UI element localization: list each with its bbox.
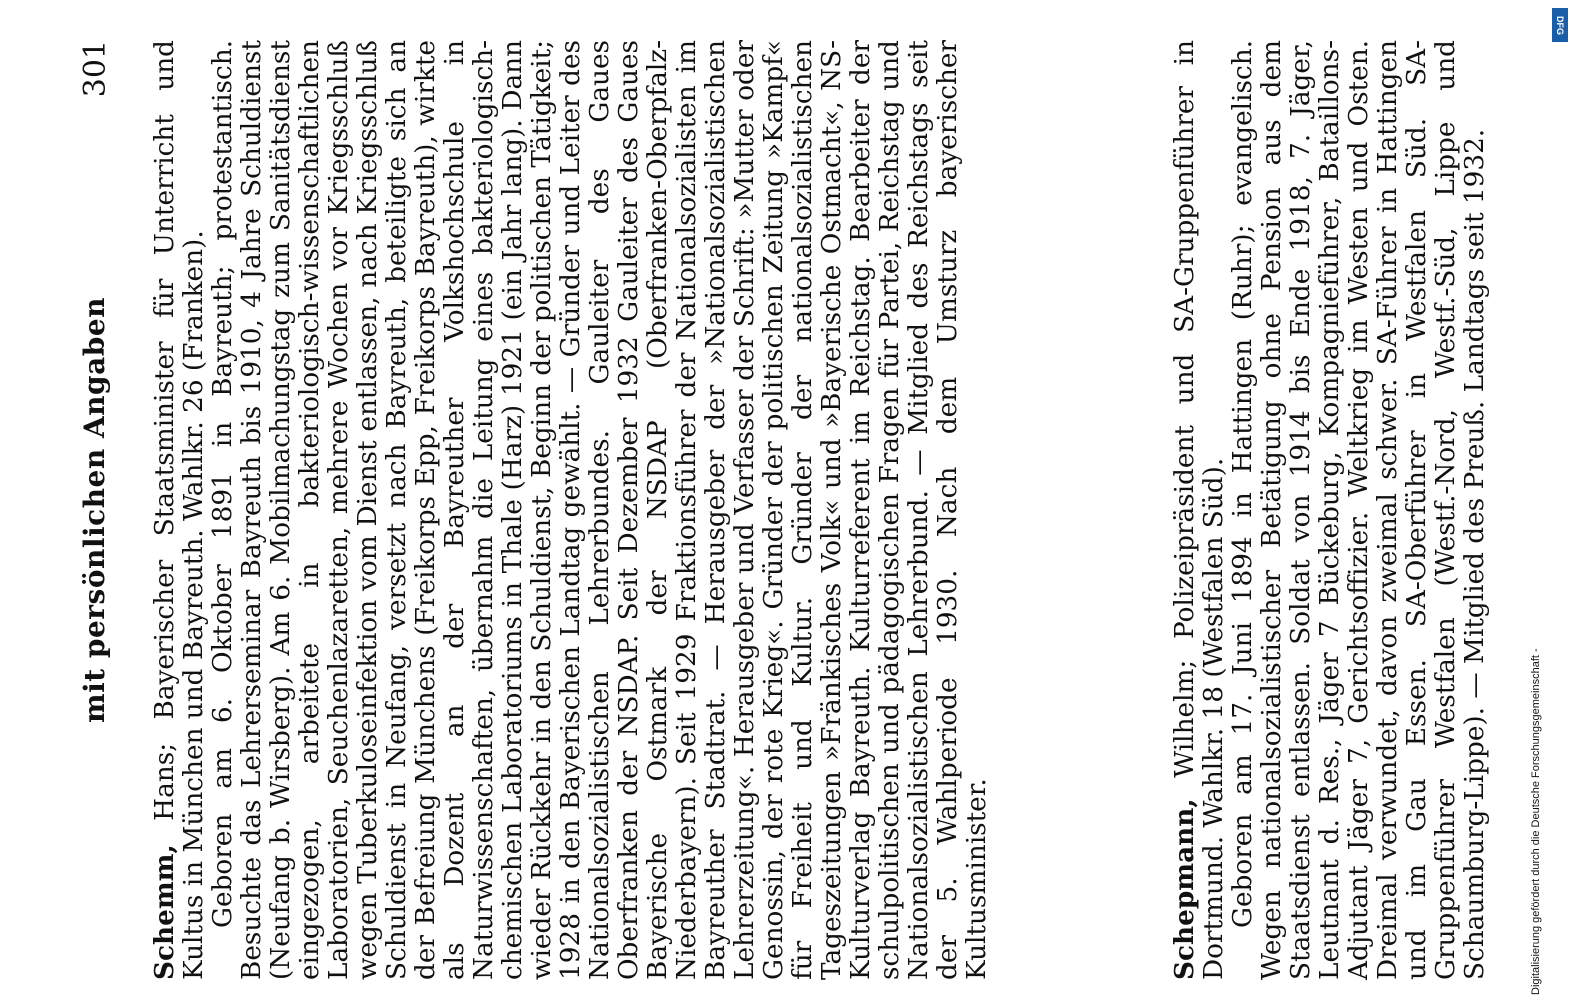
page-header	[60, 40, 120, 980]
running-head: mit persönlichen Angaben	[78, 296, 111, 724]
digitization-credit	[1530, 0, 1570, 1000]
dfg-logo: DFG	[1552, 8, 1568, 42]
person-name: Schepmann,	[1169, 798, 1200, 980]
biography-entry-schepmann	[1170, 40, 1490, 980]
person-name: Schemm,	[149, 844, 180, 980]
entry-intro: Wilhelm; Polizeipräsident und SA-Gruppenführer in Dortmund. Wahlkr. 18 (Westfalen Süd).	[1170, 40, 1229, 980]
rotated-page	[60, 40, 1530, 980]
funding-note: Digitalisierung gefördert durch die Deutsche Forschungsgemeinschaft -	[1530, 648, 1542, 995]
entry-body: Geboren am 6. Oktober 1891 in Bayreuth; protestantisch. Besuchte das Lehrerseminar Bayreuth bis 1910, 4 Jahre Schuldienst (Neufang b. Wirsberg). Am 6. Mobilmachungstag zum Sanitätsdienst eingezogen, arbeitete in bakteriologisch-wissenschaftlichen Laboratorien, Seuchenlazaretten, mehrere Wochen vor Kriegsschluß wegen Tuberkuloseinfektion vom Dienst entlassen, nach Kriegsschluß Schuldienst in Neufang, versetzt nach Bayreuth, beteiligte sich an der Befreiung Münchens (Freikorps Epp, Freikorps Bayreuth), wirkte als Dozent an der Bayreuther Volkshochschule in Naturwissenschaften, übernahm die Leitung eines bakteriologisch-chemischen Laboratoriums in Thale (Harz) 1921 (ein Jahr lang). Dann wieder Rückkehr in den Schuldienst, Beginn der politischen Tätigkeit; 1928 in den Bayerischen Landtag gewählt. — Gründer und Leiter des Nationalsozialistischen Lehrerbundes. Gauleiter des Gaues Oberfranken der NSDAP. Seit Dezember 1932 Gauleiter des Gaues Bayerische Ostmark der NSDAP (Oberfranken-Oberpfalz-Niederbayern). Seit 1929 Fraktionsführer der Nationalsozialisten im Bayreuther Stadtrat. — Herausgeber der »Nationalsozialistischen Lehrerzeitung«. Herausgeber und Verfasser der Schrift: »Mutter oder Genossin, der rote Krieg«. Gründer der politischen Zeitung »Kampf« für Freiheit und Kultur. Gründer der nationalsozialistischen Tageszeitungen »Fränkisches Volk« und »Bayerische Ostmacht«, NS-Kulturverlag Bayreuth. Kulturreferent im Reichstag. Bearbeiter der schulpolitischen und pädagogischen Fragen für Partei, Reichstag und Nationalsozialistischen Lehrerbund. — Mitglied des Reichstags seit der 5. Wahlperiode 1930. Nach dem Umsturz bayerischer Kultusminister.	[208, 40, 992, 980]
entry-heading	[1170, 40, 1229, 980]
entry-heading	[150, 40, 209, 980]
entry-body: Geboren am 17. Juni 1894 in Hattingen (Ruhr); evangelisch. Wegen nationalsozialistischer Betätigung ohne Pension aus dem Staatsdienst entlassen. Soldat von 1914 bis Ende 1918, 7. Jäger, Leutnant d. Res., Jäger 7 Bückeburg, Kompagnieführer, Bataillons-Adjutant Jäger 7, Gerichtsoffizier. Weltkrieg im Westen und Osten. Dreimal verwundet, davon zweimal schwer. SA-Führer in Hattingen und im Gau Essen. SA-Oberführer in Westfalen Süd. SA-Gruppenführer Westfalen (Westf.-Nord, Westf.-Süd, Lippe und Schaumburg-Lippe). — Mitglied des Preuß. Landtags seit 1932.	[1228, 40, 1490, 980]
entry-intro: Hans; Bayerischer Staatsminister für Unterricht und Kultus in München und Bayreuth. Wahlkr. 26 (Franken).	[150, 40, 209, 980]
biography-entry-schemm	[150, 40, 992, 980]
page-number: 301	[78, 40, 113, 98]
